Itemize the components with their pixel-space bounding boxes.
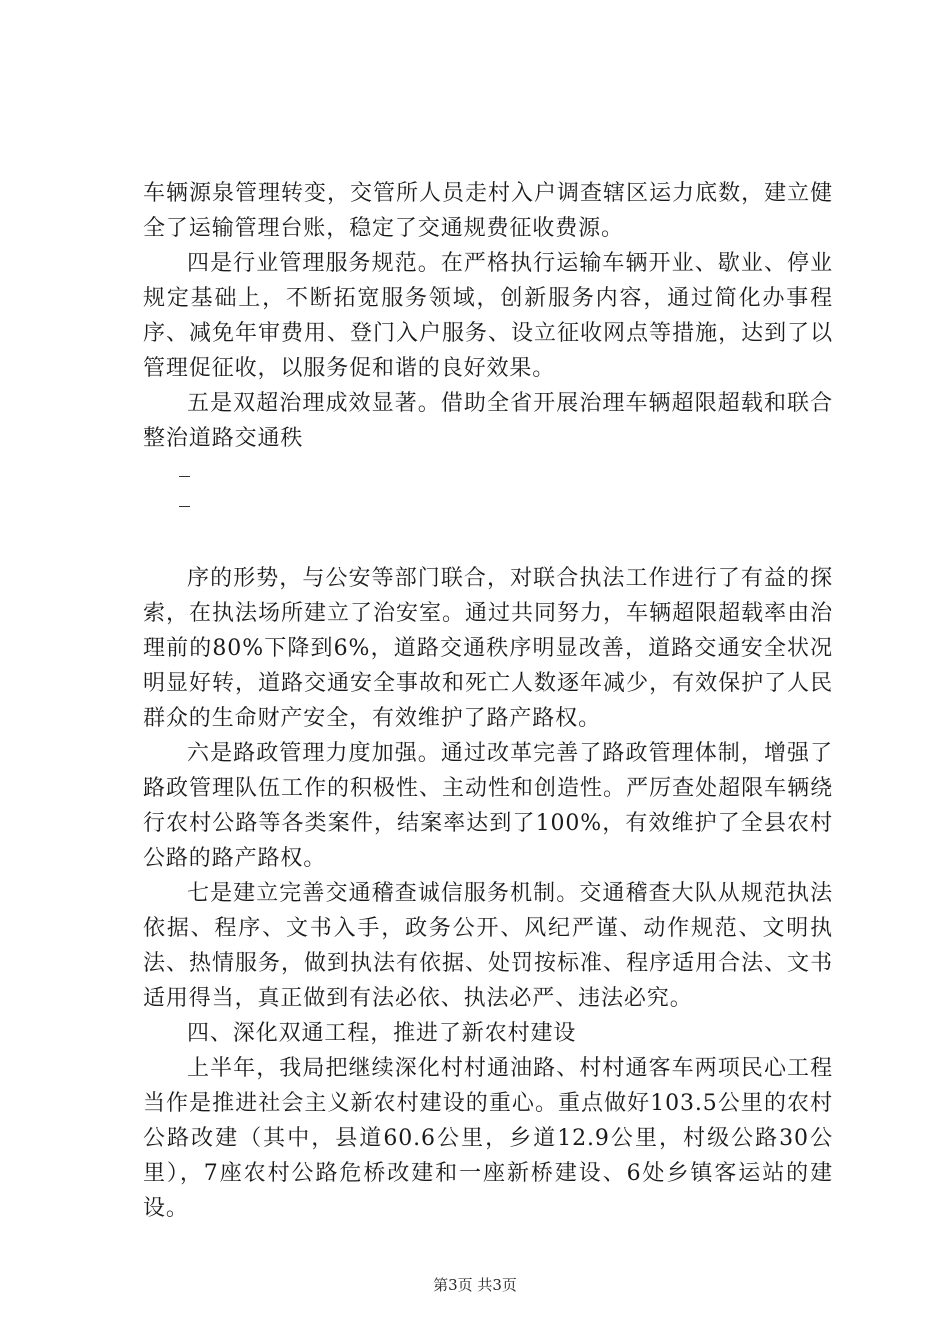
- dash-mark: [179, 506, 190, 507]
- dash-mark: [179, 476, 190, 477]
- paragraph-5: 六是路政管理力度加强。通过改革完善了路政管理体制，增强了路政管理队伍工作的积极性、主动性和创造性。严厉查处超限车辆绕行农村公路等各类案件，结案率达到了100%，有效维护了全县农村公路的路产路权。: [143, 741, 833, 871]
- page-footer: 第3页 共3页: [433, 1276, 517, 1294]
- body-text: [143, 176, 833, 1226]
- paragraph-2: 四是行业管理服务规范。在严格执行运输车辆开业、歇业、停业规定基础上，不断拓宽服务领域，创新服务内容，通过简化办事程序、减免年审费用、登门入户服务、设立征收网点等措施，达到了以管理促征收，以服务促和谐的良好效果。: [143, 251, 833, 381]
- paragraph-6: 七是建立完善交通稽查诚信服务机制。交通稽查大队从规范执法依据、程序、文书入手，政务公开、风纪严谨、动作规范、文明执法、热情服务，做到执法有依据、处罚按标准、程序适用合法、文书适用得当，真正做到有法必依、执法必严、违法必究。: [143, 881, 833, 1011]
- paragraph-3: 五是双超治理成效显著。借助全省开展治理车辆超限超载和联合整治道路交通秩: [143, 391, 833, 451]
- spacer: [143, 526, 833, 561]
- paragraph-8: 上半年，我局把继续深化村村通油路、村村通客车两项民心工程当作是推进社会主义新农村建设的重心。重点做好103.5公里的农村公路改建（其中，县道60.6公里，乡道12.9公里，村级公路30公里），7座农村公路危桥改建和一座新桥建设、6处乡镇客运站的建设。: [143, 1056, 833, 1221]
- paragraph-1: 车辆源泉管理转变，交管所人员走村入户调查辖区运力底数，建立健全了运输管理台账，稳定了交通规费征收费源。: [143, 181, 833, 241]
- section-heading: 四、深化双通工程，推进了新农村建设: [187, 1021, 577, 1046]
- paragraph-4: 序的形势，与公安等部门联合，对联合执法工作进行了有益的探索，在执法场所建立了治安室。通过共同努力，车辆超限超载率由治理前的80%下降到6%，道路交通秩序明显改善，道路交通安全状况明显好转，道路交通安全事故和死亡人数逐年减少，有效保护了人民群众的生命财产安全，有效维护了路产路权。: [143, 566, 833, 731]
- page-break-marks: [143, 456, 833, 526]
